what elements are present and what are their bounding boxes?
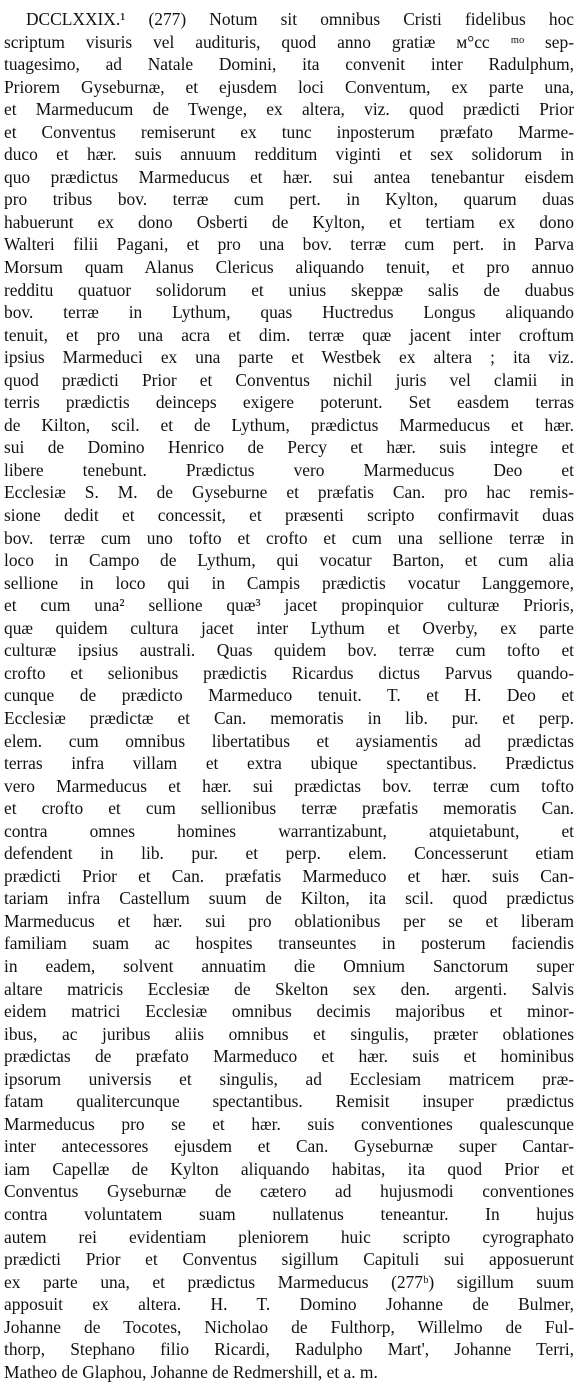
- charter-text: [4, 8, 574, 1383]
- text-line: loco in Campo de Lythum, qui vocatur Barton, et cum alia: [4, 550, 574, 571]
- text-line: et cum una² sellione quæ³ jacet propinquior culturæ Prioris,: [4, 595, 574, 616]
- text-line: cunque de prædicto Marmeduco tenuit. T. et H. Deo et: [4, 685, 574, 706]
- text-line: thorp, Stephano filio Ricardi, Radulpho Mart', Johanne Terri,: [4, 1339, 574, 1360]
- text-line: de Kilton, scil. et de Lythum, prædictus Marmeducus et hær.: [4, 414, 574, 435]
- text-line: Marmeducus pro se et hær. suis conventiones qualescunque: [4, 1113, 574, 1134]
- text-line: terras infra villam et extra ubique spectantibus. Prædictus: [4, 753, 574, 774]
- text-line: et crofto et cum sellionibus terræ præfatis memoratis Can.: [4, 798, 574, 819]
- text-line: inter antecessores ejusdem et Can. Gyseburnæ super Cantar-: [4, 1136, 574, 1157]
- text-line: tariam infra Castellum suum de Kilton, ita scil. quod prædictus: [4, 888, 574, 909]
- text-line: familiam suam ac hospites transeuntes in posterum faciendis: [4, 933, 574, 954]
- text-line: duco et hær. suis annuum redditum viginti et sex solidorum in: [4, 144, 574, 165]
- text-line: Conventus Gyseburnæ de cætero ad hujusmodi conventiones: [4, 1181, 574, 1202]
- text-line: Morsum quam Alanus Clericus aliquando tenuit, et pro annuo: [4, 257, 574, 278]
- text-line: et Conventus remiserunt ex tunc inposterum præfato Marme-: [4, 121, 574, 142]
- text-line: quo prædictus Marmeducus et hær. sui antea tenebantur eisdem: [4, 166, 574, 187]
- text-line: prædicti Prior et Conventus sigillum Capituli sui apposuerunt: [4, 1249, 574, 1270]
- text-line: bov. terræ cum uno tofto et crofto et cum una sellione terræ in: [4, 527, 574, 548]
- text-line: ipsorum universis et singulis, ad Ecclesiam matricem præ-: [4, 1068, 574, 1089]
- text-line: Johanne de Tocotes, Nicholao de Fulthorp, Willelmo de Ful-: [4, 1316, 574, 1337]
- text-line: fatam qualitercunque spectantibus. Remisit insuper prædictus: [4, 1091, 574, 1112]
- text-line: vero Marmeducus et hær. sui prædictas bov. terræ cum tofto: [4, 775, 574, 796]
- text-line: elem. cum omnibus libertatibus et aysiamentis ad prædictas: [4, 730, 574, 751]
- text-line: sione dedit et concessit, et præsenti scripto confirmavit duas: [4, 505, 574, 526]
- text-line: scriptum visuris vel audituris, quod anno gratiæ ᴍ°cc ᵐᵒ sep-: [4, 31, 574, 52]
- text-line: DCCLXXIX.¹ (277) Notum sit omnibus Cristi fidelibus hoc: [26, 9, 574, 29]
- text-line: Walteri filii Pagani, et pro una bov. terræ cum pert. in Parva: [4, 234, 574, 255]
- text-line: tenuit, et pro una acra et dim. terræ quæ jacent inter croftum: [4, 324, 574, 345]
- text-line: Ecclesiæ S. M. de Gyseburne et præfatis Can. pro hac remis-: [4, 482, 574, 503]
- text-line: eidem matrici Ecclesiæ omnibus decimis majoribus et minor-: [4, 1001, 574, 1022]
- text-line: apposuit ex altera. H. T. Domino Johanne de Bulmer,: [4, 1294, 574, 1315]
- text-line: Marmeducus et hær. sui pro oblationibus per se et liberam: [4, 910, 574, 931]
- text-line: contra voluntatem suam nullatenus teneantur. In hujus: [4, 1203, 574, 1224]
- text-line: redditu quatuor solidorum et unius skeppæ salis de duabus: [4, 279, 574, 300]
- text-line: crofto et selionibus prædictis Ricardus dictus Parvus quando-: [4, 662, 574, 683]
- text-line: habuerunt ex dono Osberti de Kylton, et tertiam ex dono: [4, 211, 574, 232]
- text-line: terris prædictis deinceps exigere poterunt. Set easdem terras: [4, 392, 574, 413]
- text-line: quod prædicti Prior et Conventus nichil juris vel clamii in: [4, 369, 574, 390]
- text-line: culturæ ipsius australi. Quas quidem bov. terræ cum tofto et: [4, 640, 574, 661]
- text-line: Priorem Gyseburnæ, et ejusdem loci Conventum, ex parte una,: [4, 76, 574, 97]
- text-line: quæ quidem cultura jacet inter Lythum et Overby, ex parte: [4, 617, 574, 638]
- text-line: libere tenebunt. Prædictus vero Marmeducus Deo et: [4, 459, 574, 480]
- text-line: et Marmeducum de Twenge, ex altera, viz. quod prædicti Prior: [4, 99, 574, 120]
- text-line: autem rei evidentiam pleniorem huic scripto cyrographato: [4, 1226, 574, 1247]
- text-line: Matheo de Glaphou, Johanne de Redmershill, et a. m.: [4, 1361, 378, 1382]
- text-line: prædictas de præfato Marmeduco et hær. suis et hominibus: [4, 1046, 574, 1067]
- text-line: bov. terræ in Lythum, quas Huctredus Longus aliquando: [4, 302, 574, 323]
- text-line: sui de Domino Henrico de Percy et hær. suis integre et: [4, 437, 574, 458]
- text-line: defendent in lib. pur. et perp. elem. Concesserunt etiam: [4, 843, 574, 864]
- text-line: altare matricis Ecclesiæ de Skelton sex den. argenti. Salvis: [4, 978, 574, 999]
- text-line: pro tribus bov. terræ cum pert. in Kylton, quarum duas: [4, 189, 574, 210]
- text-line: prædicti Prior et Can. præfatis Marmeduco et hær. suis Can-: [4, 865, 574, 886]
- text-line: ex parte una, et prædictus Marmeducus (277ᵇ) sigillum suum: [4, 1271, 574, 1292]
- text-line: in eadem, solvent annuatim die Omnium Sanctorum super: [4, 955, 574, 976]
- text-line: sellione in loco qui in Campis prædictis vocatur Langgemore,: [4, 572, 574, 593]
- text-line: tuagesimo, ad Natale Domini, ita convenit inter Radulphum,: [4, 54, 574, 75]
- text-line: iam Capellæ de Kylton aliquando habitas, ita quod Prior et: [4, 1158, 574, 1179]
- text-line: contra omnes homines warrantizabunt, atquietabunt, et: [4, 820, 574, 841]
- text-line: ipsius Marmeduci ex una parte et Westbek ex altera ; ita viz.: [4, 347, 574, 368]
- text-line: Ecclesiæ prædictæ et Can. memoratis in lib. pur. et perp.: [4, 707, 574, 728]
- text-line: ibus, ac juribus aliis omnibus et singulis, præter oblationes: [4, 1023, 574, 1044]
